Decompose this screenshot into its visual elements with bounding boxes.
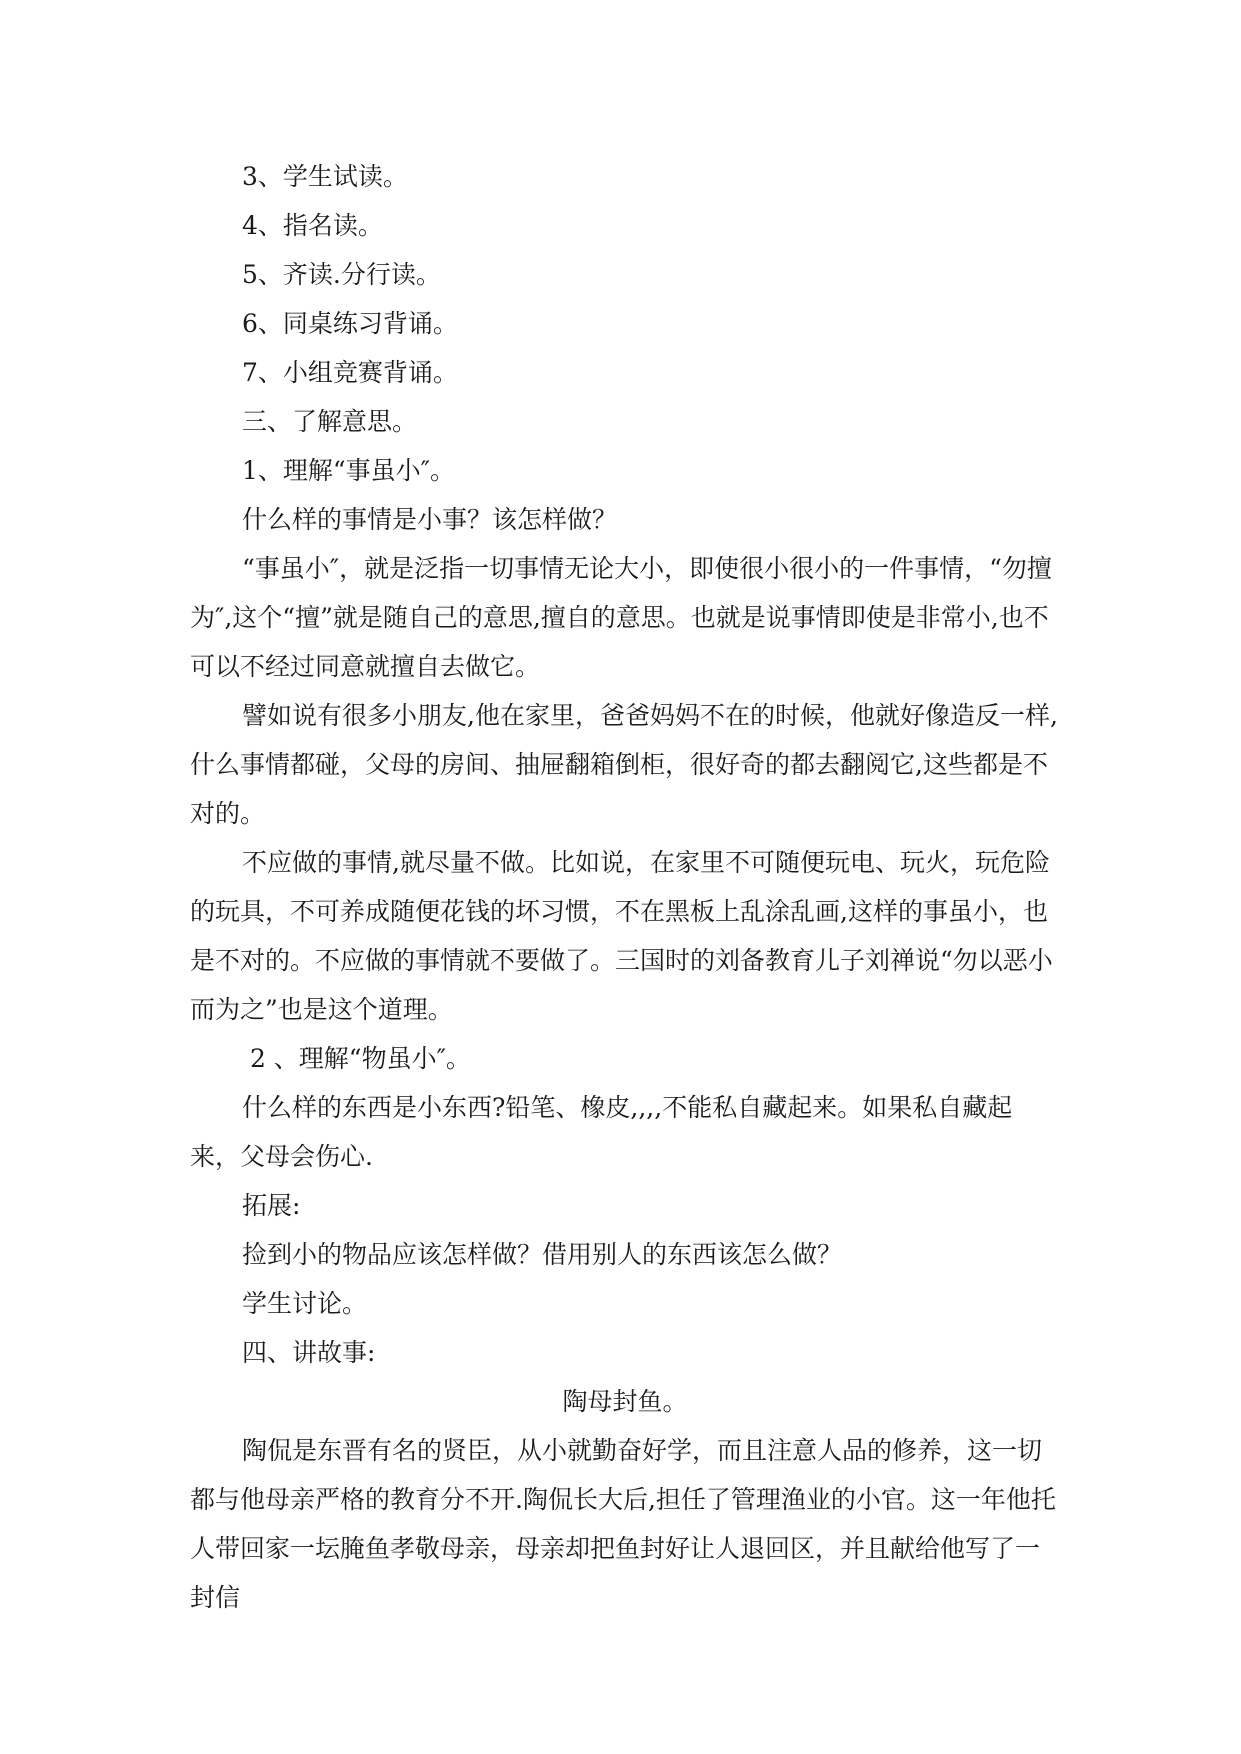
story-paragraph: 陶侃是东晋有名的贤臣，从小就勤奋好学，而且注意人品的修养，这一切都与他母亲严格的教育分不开.陶侃长大后,担任了管理渔业的小官。这一年他托人带回家一坛腌鱼孝敬母亲，母亲却把鱼封好让人退回区，并且献给他写了一封信 [190, 1436, 1056, 1612]
section-heading: 四、讲故事: [242, 1338, 376, 1367]
paragraph: 4、指名读。 [242, 211, 383, 240]
paragraph: 什么样的东西是小东西?铅笔、橡皮,,,,不能私自藏起来。如果私自藏起来，父母会伤心. [190, 1093, 1013, 1171]
paragraph: 譬如说有很多小朋友,他在家里，爸爸妈妈不在的时候，他就好像造反一样,什么事情都碰，父母的房间、抽屉翻箱倒柜，很好奇的都去翻阅它,这些都是不对的。 [190, 701, 1058, 828]
paragraph: 不应做的事情,就尽量不做。比如说，在家里不可随便玩电、玩火，玩危险的玩具，不可养成随便花钱的坏习惯，不在黑板上乱涂乱画,这样的事虽小，也是不对的。不应做的事情就不要做了。三国时的刘备教育儿子刘禅说“勿以恶小而为之”也是这个道理。 [190, 848, 1053, 1024]
paragraph: 什么样的事情是小事？该怎样做？ [242, 505, 618, 534]
paragraph: 1、理解“事虽小″。 [242, 456, 456, 485]
document-body [190, 152, 1060, 1622]
paragraph: 6、同桌练习背诵。 [242, 309, 458, 338]
paragraph: 捡到小的物品应该怎样做？借用别人的东西该怎么做？ [242, 1240, 843, 1269]
paragraph: 5、齐读.分行读。 [242, 260, 441, 289]
story-title: 陶母封鱼。 [562, 1387, 688, 1416]
section-heading: 三、了解意思。 [242, 407, 418, 436]
paragraph: 学生讨论。 [242, 1289, 368, 1318]
paragraph: 2 、理解“物虽小″。 [242, 1044, 471, 1073]
paragraph: “事虽小″，就是泛指一切事情无论大小，即使很小很小的一件事情，“勿擅为″,这个“擅”就是随自己的意思,擅自的意思。也就是说事情即使是非常小,也不可以不经过同意就擅自去做它。 [190, 554, 1052, 681]
paragraph: 拓展: [242, 1191, 301, 1220]
paragraph: 7、小组竞赛背诵。 [242, 358, 458, 387]
paragraph: 3、学生试读。 [242, 162, 408, 191]
